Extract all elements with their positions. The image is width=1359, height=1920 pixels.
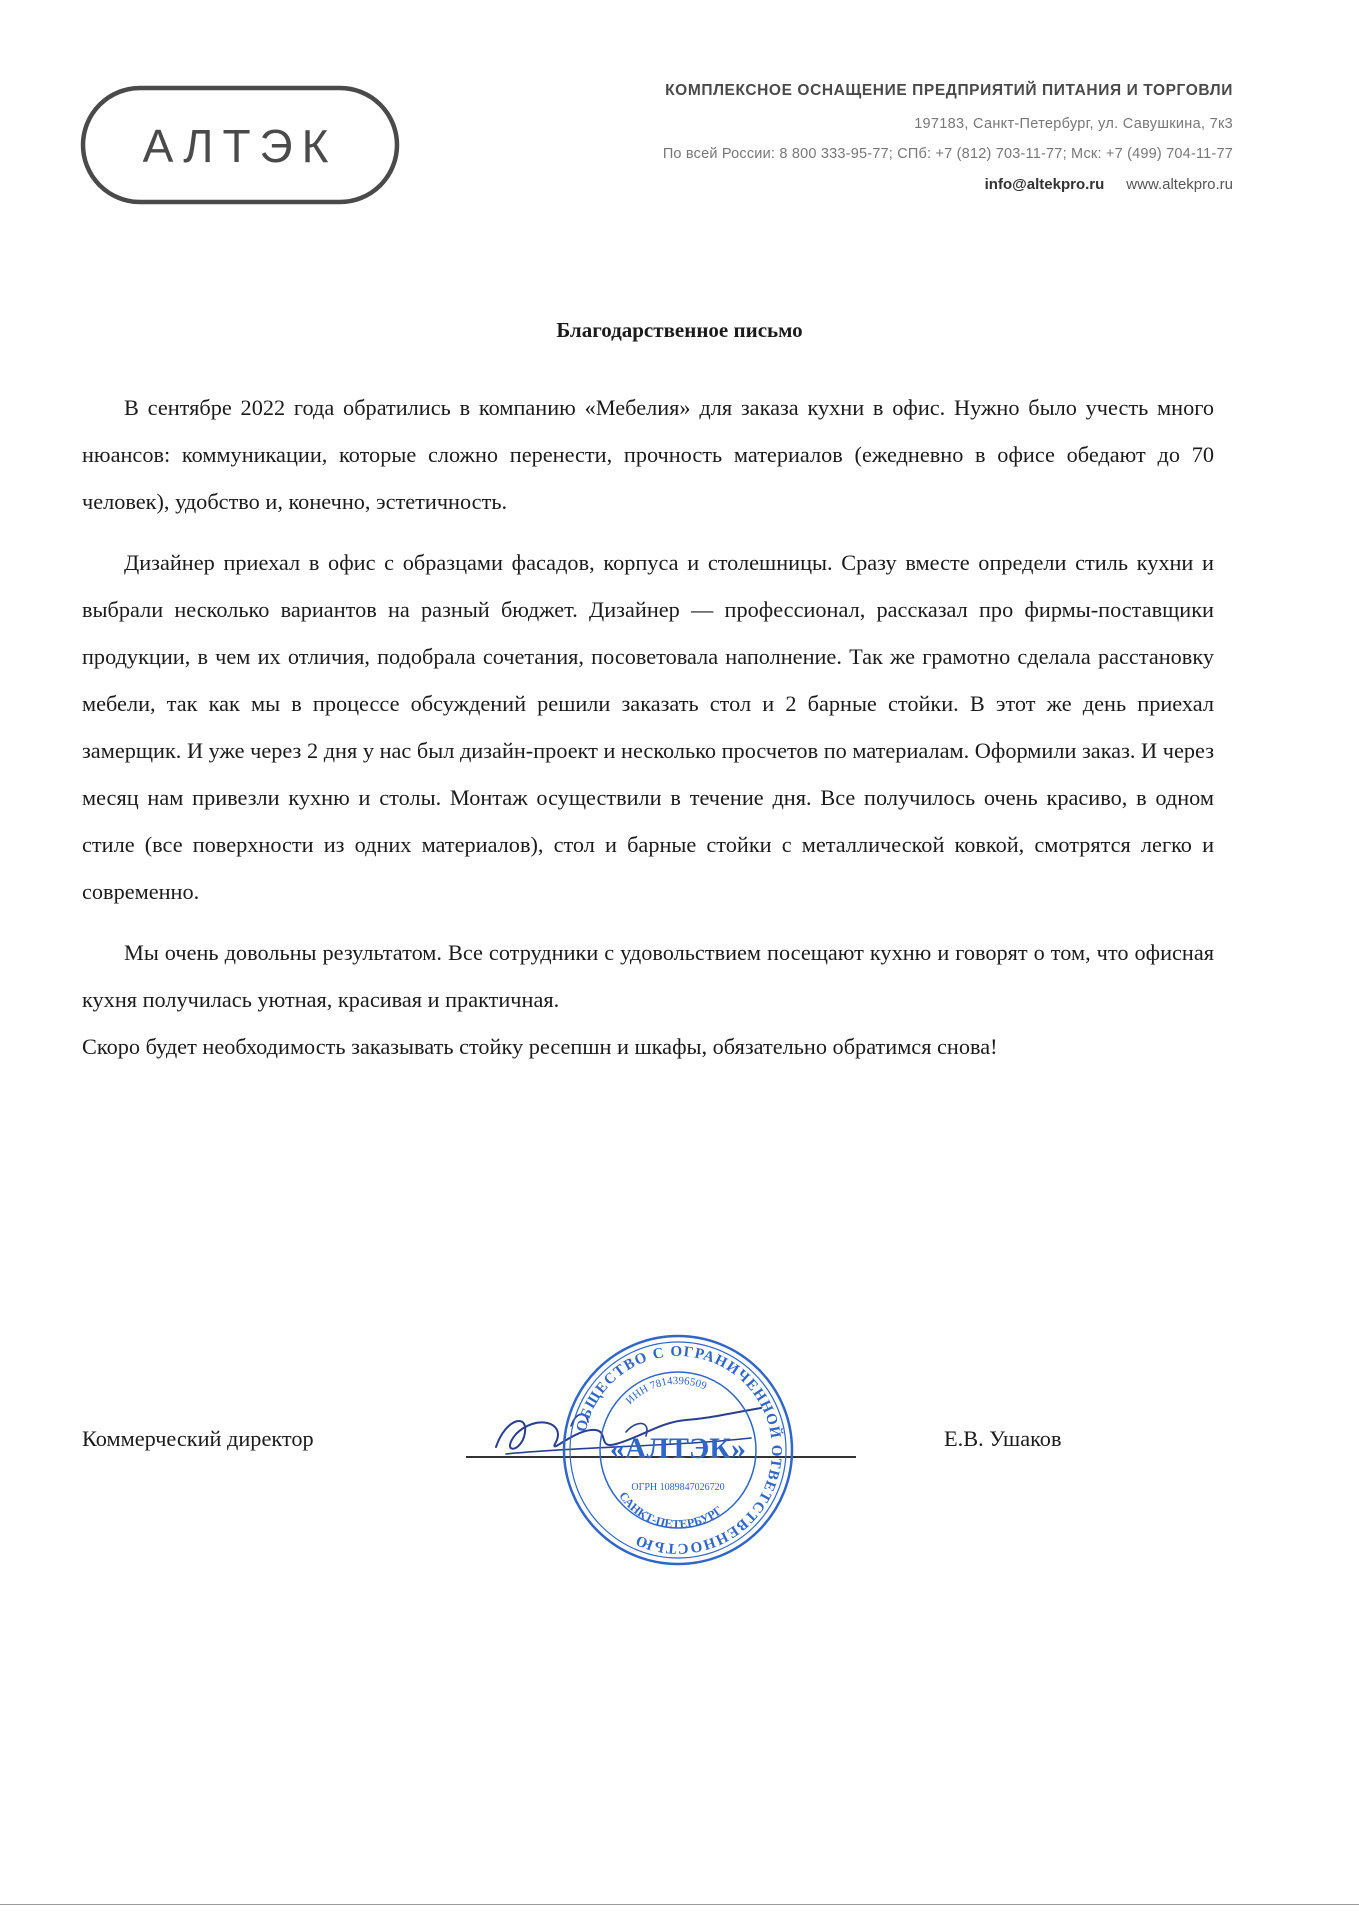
company-stamp <box>558 1330 798 1570</box>
letterhead-tagline: КОМПЛЕКСНОЕ ОСНАЩЕНИЕ ПРЕДПРИЯТИЙ ПИТАНИЯ И ТОРГОВЛИ <box>665 82 1233 99</box>
stamp-outer-text: ОБЩЕСТВО С ОГРАНИЧЕННОЙ ОТВЕТСТВЕННОСТЬЮ <box>573 1343 785 1557</box>
stamp-inn: ИНН 7814396509 <box>623 1374 709 1407</box>
letter-body <box>82 384 1214 1070</box>
letterhead-phones: По всей России: 8 800 333-95-77; СПб: +7 (812) 703-11-77; Мск: +7 (499) 704-11-77 <box>662 146 1233 162</box>
signer-name: Е.В. Ушаков <box>944 1426 1062 1451</box>
paragraph: Мы очень довольны результатом. Все сотрудники с удовольствием посещают кухню и говорят о том, что офисная кухня получилась уютная, красивая и практичная. <box>82 940 1214 1012</box>
letter-title: Благодарственное письмо <box>556 318 803 342</box>
altek-logo <box>80 85 400 205</box>
signer-role: Коммерческий директор <box>82 1426 314 1451</box>
paragraph: В сентябре 2022 года обратились в компанию «Мебелия» для заказа кухни в офис. Нужно было учесть много нюансов: коммуникации, которые сложно перенести, прочность материалов (ежедневно в офисе обедают до 70 человек), удобство и, конечно, эстетичность. <box>82 395 1214 514</box>
stamp-ogrn: ОГРН 1089847026720 <box>631 1482 725 1493</box>
page-bottom-rule <box>0 1904 1359 1905</box>
letterhead-contacts <box>663 82 1233 193</box>
stamp-city: САНКТ-ПЕТЕРБУРГ <box>616 1489 725 1532</box>
logo-text: АЛТЭК <box>142 120 338 172</box>
paragraph: Дизайнер приехал в офис с образцами фасадов, корпуса и столешницы. Сразу вместе определи стиль кухни и выбрали несколько вариантов на разный бюджет. Дизайнер — профессионал, рассказал про фирмы-поставщики продукции, в чем их отличия, подобрала сочетания, посоветовала наполнение. Так же грамотно сделала расстановку мебели, так как мы в процессе обсуждений решили заказать стол и 2 барные стойки. В этот же день приехал замерщик. И уже через 2 дня у нас был дизайн-проект и несколько просчетов по материалам. Оформили заказ. И через месяц нам привезли кухню и столы. Монтаж осуществили в течение дня. Все получилось очень красиво, в одном стиле (все поверхности из одних материалов), стол и барные стойки с металлической ковкой, смотрятся легко и современно. <box>82 550 1214 904</box>
letterhead-contact-line <box>663 176 1233 193</box>
stamp-company-name: «АЛТЭК» <box>609 1432 747 1465</box>
paragraph: Скоро будет необходимость заказывать стойку ресепшн и шкафы, обязательно обратимся снова! <box>82 1034 998 1059</box>
letterhead-address: 197183, Санкт-Петербург, ул. Савушкина, 7к3 <box>914 116 1233 132</box>
website-link[interactable]: www.altekpro.ru <box>1126 176 1233 193</box>
svg-text:САНКТ-ПЕТЕРБУРГ <box>616 1489 724 1531</box>
email-link[interactable]: info@altekpro.ru <box>984 176 1105 193</box>
svg-text:ИНН 7814396509 <box>624 1375 709 1407</box>
